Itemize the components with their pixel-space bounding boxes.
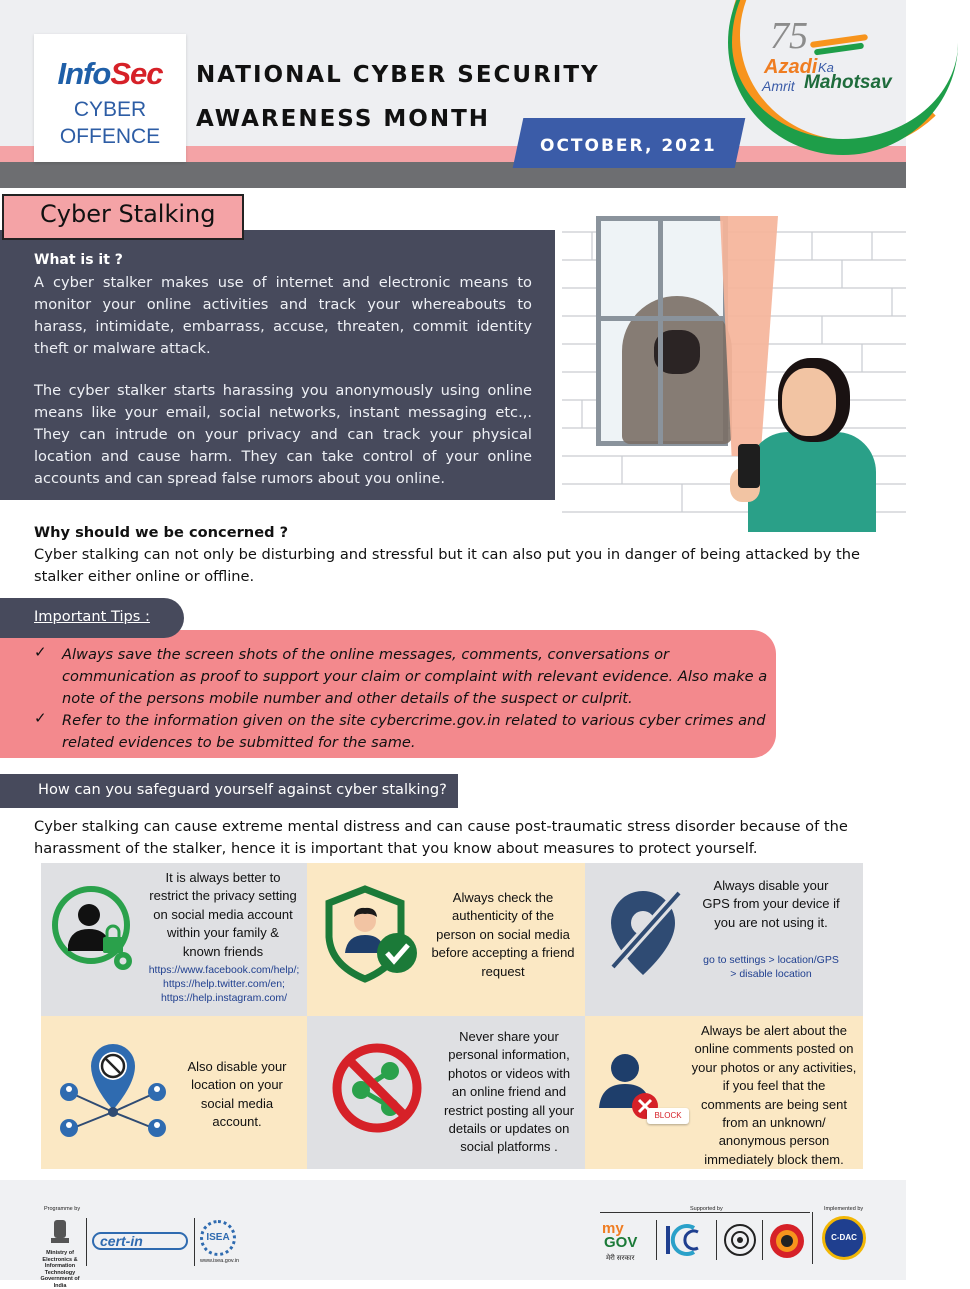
tip-card-block bbox=[585, 1016, 863, 1169]
verified-user-shield-icon bbox=[321, 885, 425, 985]
isea-url[interactable]: www.isea.gov.in bbox=[200, 1258, 240, 1264]
checkmark-icon: ✓ bbox=[34, 709, 47, 727]
locked-user-icon bbox=[51, 885, 135, 975]
mygov-logo-my: my bbox=[602, 1220, 624, 1237]
mahotsav-word: Mahotsav bbox=[804, 72, 892, 93]
footer-divider bbox=[716, 1220, 717, 1260]
tips-heading: Important Tips : bbox=[34, 608, 150, 625]
privacy-help-links[interactable]: https://www.facebook.com/help/; https://help.twitter.com/en; https://help.instagram.com/ bbox=[148, 964, 300, 1005]
window-bar-vertical bbox=[658, 216, 663, 446]
tip-item-1: Always save the screen shots of the online messages, comments, conversations or communication as proof to support your claim or complaint with relevant evidence. Also make a note of the persons mobile number and other details of the suspect or culprit. bbox=[62, 646, 768, 707]
header-grey-stripe bbox=[0, 162, 906, 188]
ncb-emblem-icon bbox=[722, 1222, 758, 1258]
what-is-it-paragraph-1: A cyber stalker makes use of internet and electronic means to monitor your online activities and track your whereabouts to harass, intimidate, embarrass, accuse, threaten, commit identity theft or malware attack. bbox=[34, 274, 532, 357]
why-concerned-heading: Why should we be concerned ? bbox=[34, 524, 289, 541]
implemented-by-label: Implemented by bbox=[824, 1206, 864, 1212]
page-title-line2: AWARENESS MONTH bbox=[196, 106, 491, 132]
safeguard-heading: How can you safeguard yourself against cyber stalking? bbox=[38, 781, 447, 798]
footer-divider bbox=[86, 1218, 87, 1266]
mygov-tagline: मेरी सरकार bbox=[606, 1255, 635, 1262]
footer-divider bbox=[762, 1220, 763, 1260]
why-concerned-text: Cyber stalking can not only be disturbing and stressful but it can also put you in danger of being attacked by the stalker either online or offline. bbox=[34, 546, 860, 585]
supported-by-label: Supported by bbox=[690, 1206, 723, 1212]
window-bar-horizontal bbox=[596, 316, 728, 321]
block-badge: BLOCK bbox=[647, 1108, 689, 1124]
tip-card-text: Always check the authenticity of the person on social media before accepting a friend request bbox=[431, 890, 575, 979]
tip-card-text: It is always better to restrict the privacy setting on social media account within your family & known friends bbox=[149, 870, 297, 959]
amrit-word: Amrit bbox=[762, 78, 795, 94]
section-title: Cyber Stalking bbox=[40, 200, 216, 228]
azadi-word: Azadi bbox=[764, 56, 818, 78]
programme-by-label: Programme by bbox=[44, 1206, 81, 1212]
infosec-logo bbox=[34, 34, 186, 162]
tip-card-privacy bbox=[41, 863, 307, 1016]
worried-girl-body bbox=[748, 432, 876, 532]
page-title-line1: NATIONAL CYBER SECURITY bbox=[196, 62, 600, 88]
ministry-label: Ministry of Electronics & Information Technology Government of India bbox=[40, 1250, 80, 1289]
tip-card-authenticity bbox=[307, 863, 585, 1016]
tip-card-text: Always disable your GPS from your device if you are not using it. bbox=[702, 878, 840, 930]
national-emblem-icon bbox=[48, 1216, 72, 1246]
checkmark-icon: ✓ bbox=[34, 643, 47, 661]
i4c-logo bbox=[664, 1222, 708, 1258]
tip-card-text: Also disable your location on your social media account. bbox=[187, 1059, 287, 1130]
no-sharing-icon bbox=[329, 1040, 425, 1136]
infosec-wordmark: InfoSec bbox=[57, 56, 163, 91]
gps-settings-path: go to settings > location/GPS > disable location bbox=[703, 954, 839, 981]
footer-divider bbox=[194, 1218, 195, 1266]
isea-logo: ISEA bbox=[200, 1220, 236, 1256]
footer-divider bbox=[656, 1220, 657, 1260]
cert-in-logo: cert-in bbox=[92, 1232, 188, 1250]
tip-item-2: Refer to the information given on the site cybercrime.gov.in related to various cyber crimes and related evidences to be submitted for the same. bbox=[62, 712, 766, 751]
safeguard-intro: Cyber stalking can cause extreme mental distress and can cause post-traumatic stress disorder because of the harassment of the stalker, hence it is important that you know about measures to protect yourself. bbox=[34, 818, 848, 857]
tip-card-gps bbox=[585, 863, 863, 1016]
date-label: OCTOBER, 2021 bbox=[540, 136, 717, 156]
what-is-it-heading: What is it ? bbox=[34, 252, 123, 268]
tip-card-text: Always be alert about the online comments posted on your photos or any activities, if you feel that the comments are being sent from an unknown/ anonymous person immediately block them. bbox=[691, 1023, 857, 1167]
gps-disabled-icon bbox=[595, 883, 695, 983]
ka-word: Ka bbox=[818, 60, 834, 75]
cdac-logo: C-DAC bbox=[822, 1216, 866, 1260]
azadi-75-number: 75 bbox=[770, 15, 808, 57]
what-is-it-paragraph-2: The cyber stalker starts harassing you anonymously using online means like your email, social networks, instant messaging etc.,. They can intrude on your privacy and can track your physical location and cause harm. They can take control of your online accounts and can spread false rumors about you online. bbox=[34, 382, 532, 487]
tip-card-sharing bbox=[307, 1016, 585, 1169]
location-network-icon bbox=[51, 1036, 181, 1146]
tip-card-location bbox=[41, 1016, 307, 1169]
girl-face bbox=[782, 368, 836, 436]
cyber-police-badge-icon bbox=[768, 1222, 806, 1260]
supported-by-rule bbox=[600, 1212, 810, 1213]
tip-card-text: Never share your personal information, photos or videos with an online friend and restrict posting all your details or updates on social platforms . bbox=[443, 1029, 575, 1155]
footer-divider bbox=[812, 1212, 813, 1264]
mygov-logo-gov: GOV bbox=[604, 1234, 638, 1251]
logo-subtitle: CYBER OFFENCE bbox=[59, 98, 161, 148]
mobile-phone-icon bbox=[738, 444, 760, 488]
